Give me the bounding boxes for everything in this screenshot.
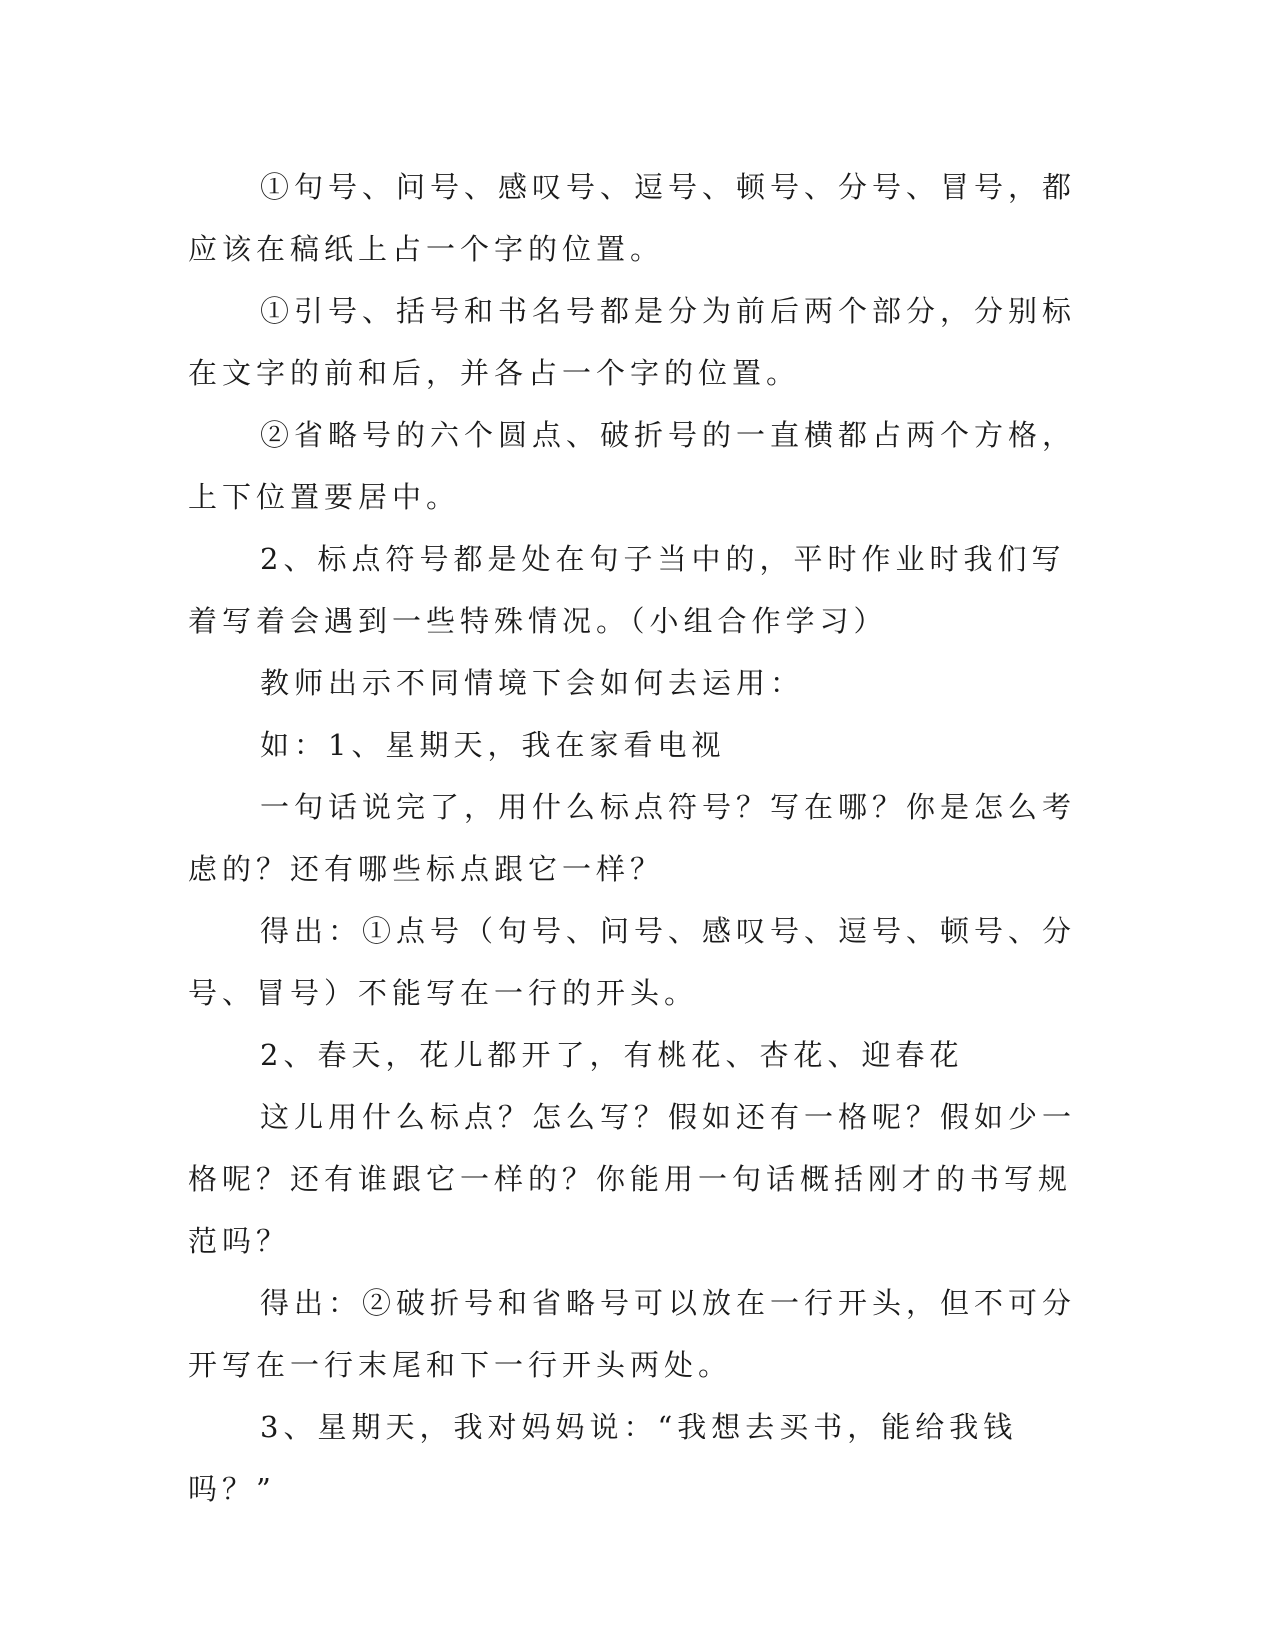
paragraph-7: 一句话说完了，用什么标点符号？写在哪？你是怎么考虑的？还有哪些标点跟它一样？: [188, 790, 1077, 886]
paragraph-8: 得出：①点号（句号、问号、感叹号、逗号、顿号、分号、冒号）不能写在一行的开头。: [188, 914, 1077, 1010]
paragraph-6: 如：1、星期天，我在家看电视: [260, 728, 726, 762]
paragraph-4: 2、标点符号都是处在句子当中的，平时作业时我们写着写着会遇到一些特殊情况。（小组合作学习）: [188, 542, 1066, 638]
paragraph-9: 2、春天，花儿都开了，有桃花、杏花、迎春花: [260, 1038, 964, 1072]
paragraph-3: ②省略号的六个圆点、破折号的一直横都占两个方格，上下位置要居中。: [188, 418, 1077, 514]
paragraph-5: 教师出示不同情境下会如何去运用：: [260, 666, 805, 700]
paragraph-12: 3、星期天，我对妈妈说：“我想去买书，能给我钱吗？”: [188, 1410, 1018, 1506]
paragraph-11: 得出：②破折号和省略号可以放在一行开头，但不可分开写在一行末尾和下一行开头两处。: [188, 1286, 1077, 1382]
paragraph-2: ①引号、括号和书名号都是分为前后两个部分，分别标在文字的前和后，并各占一个字的位置。: [188, 294, 1077, 390]
paragraph-1: ①句号、问号、感叹号、逗号、顿号、分号、冒号，都应该在稿纸上占一个字的位置。: [188, 170, 1077, 266]
document-body: [188, 156, 1078, 1520]
paragraph-10: 这儿用什么标点？怎么写？假如还有一格呢？假如少一格呢？还有谁跟它一样的？你能用一句话概括刚才的书写规范吗？: [188, 1100, 1077, 1258]
